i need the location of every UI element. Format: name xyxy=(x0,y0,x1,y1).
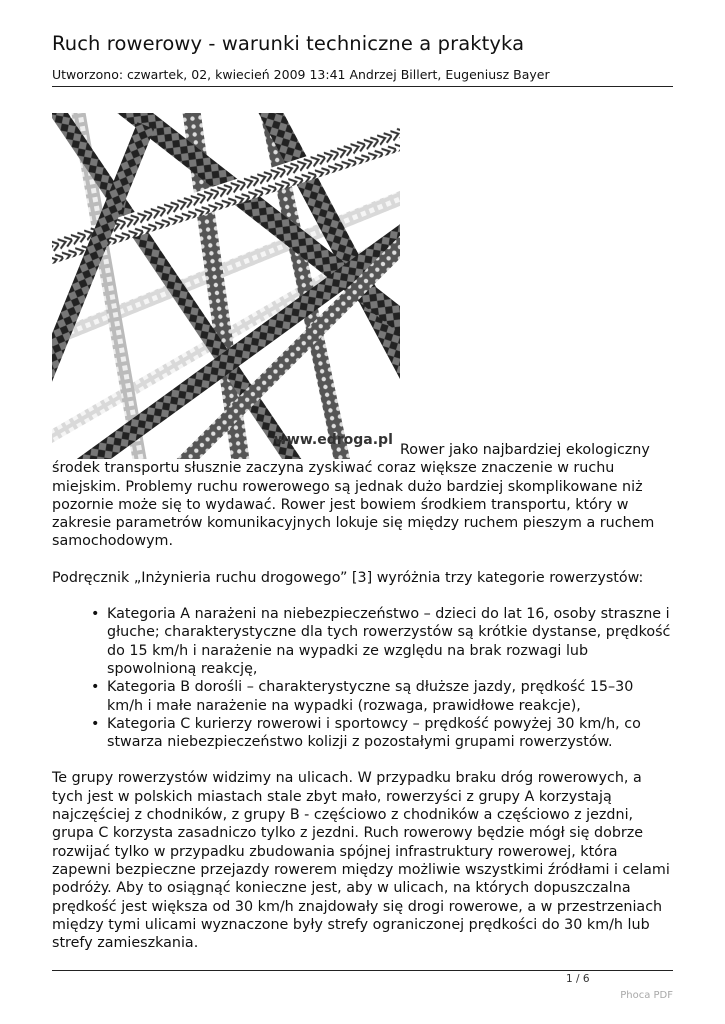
image-watermark: www.edroga.pl xyxy=(274,432,393,448)
list-item: • Kategoria B dorośli – charakterystyczne są dłuższe jazdy, prędkość 15–30 km/h i małe narażenie na wypadki (rozwaga, prawidłowe reakcje), xyxy=(107,678,673,715)
category-list xyxy=(52,605,673,751)
paragraph-categories-intro: Podręcznik „Inżynieria ruchu drogowego” [3] wyróżnia trzy kategorie rowerzystów: xyxy=(52,569,644,586)
paragraph-intro: Rower jako najbardziej ekologiczny środek transportu słusznie zaczyna zyskiwać coraz większe znaczenie w ruchu miejskim. Problemy ruchu rowerowego są jednak dużo bardziej skomplikowane niż pozornie może się to wydawać. Rower jest bowiem środkiem transportu, który w zakresie parametrów komunikacyjnych lokuje się między ruchem pieszym a ruchem samochodowym. xyxy=(52,442,655,550)
article-body xyxy=(52,113,673,952)
list-item: • Kategoria C kurierzy rowerowi i sportowcy – prędkość powyżej 30 km/h, co stwarza niebezpieczeństwo kolizji z pozostałymi grupami rowerzystów. xyxy=(107,715,673,752)
header-divider xyxy=(52,86,673,87)
footer-divider xyxy=(52,970,673,971)
tire-tracks-image xyxy=(52,113,400,459)
generator-label: Phoca PDF xyxy=(620,990,673,1001)
paragraph-infrastructure: Te grupy rowerzystów widzimy na ulicach. W przypadku braku dróg rowerowych, a tych jest w polskich miastach stale zbyt mało, rowerzyści z grupy A korzystają najczęściej z chodników, z grupy B - częściowo z chodników a częściowo z jezdni, grupa C korzysta zasadniczo tylko z jezdni. Ruch rowerowy będzie mógł się dobrze rozwijać tylko w przypadku zbudowania spójnej infrastruktury rowerowej, która zapewni bezpieczne przejazdy rowerem między możliwie wszystkimi źródłami i celami podróży. Aby to osiągnąć konieczne jest, aby w ulicach, na których dopuszczalna prędkość jest większa od 30 km/h znajdowały się drogi rowerowe, a w przestrzeniach między tymi ulicami wyznaczone były strefy ograniczonej prędkości do 30 km/h lub strefy zamieszkania. xyxy=(52,770,670,952)
article-meta: Utworzono: czwartek, 02, kwiecień 2009 13:41 Andrzej Billert, Eugeniusz Bayer xyxy=(52,67,550,82)
page-number: 1 / 6 xyxy=(566,973,590,985)
list-item: • Kategoria A narażeni na niebezpieczeństwo – dzieci do lat 16, osoby straszne i głuche; charakterystyczne dla tych rowerzystów są krótkie dystanse, prędkość do 15 km/h i narażenie na wypadki ze względu na brak rozwagi lub spowolnioną reakcję, xyxy=(107,605,673,678)
page-title: Ruch rowerowy - warunki techniczne a praktyka xyxy=(52,32,525,55)
